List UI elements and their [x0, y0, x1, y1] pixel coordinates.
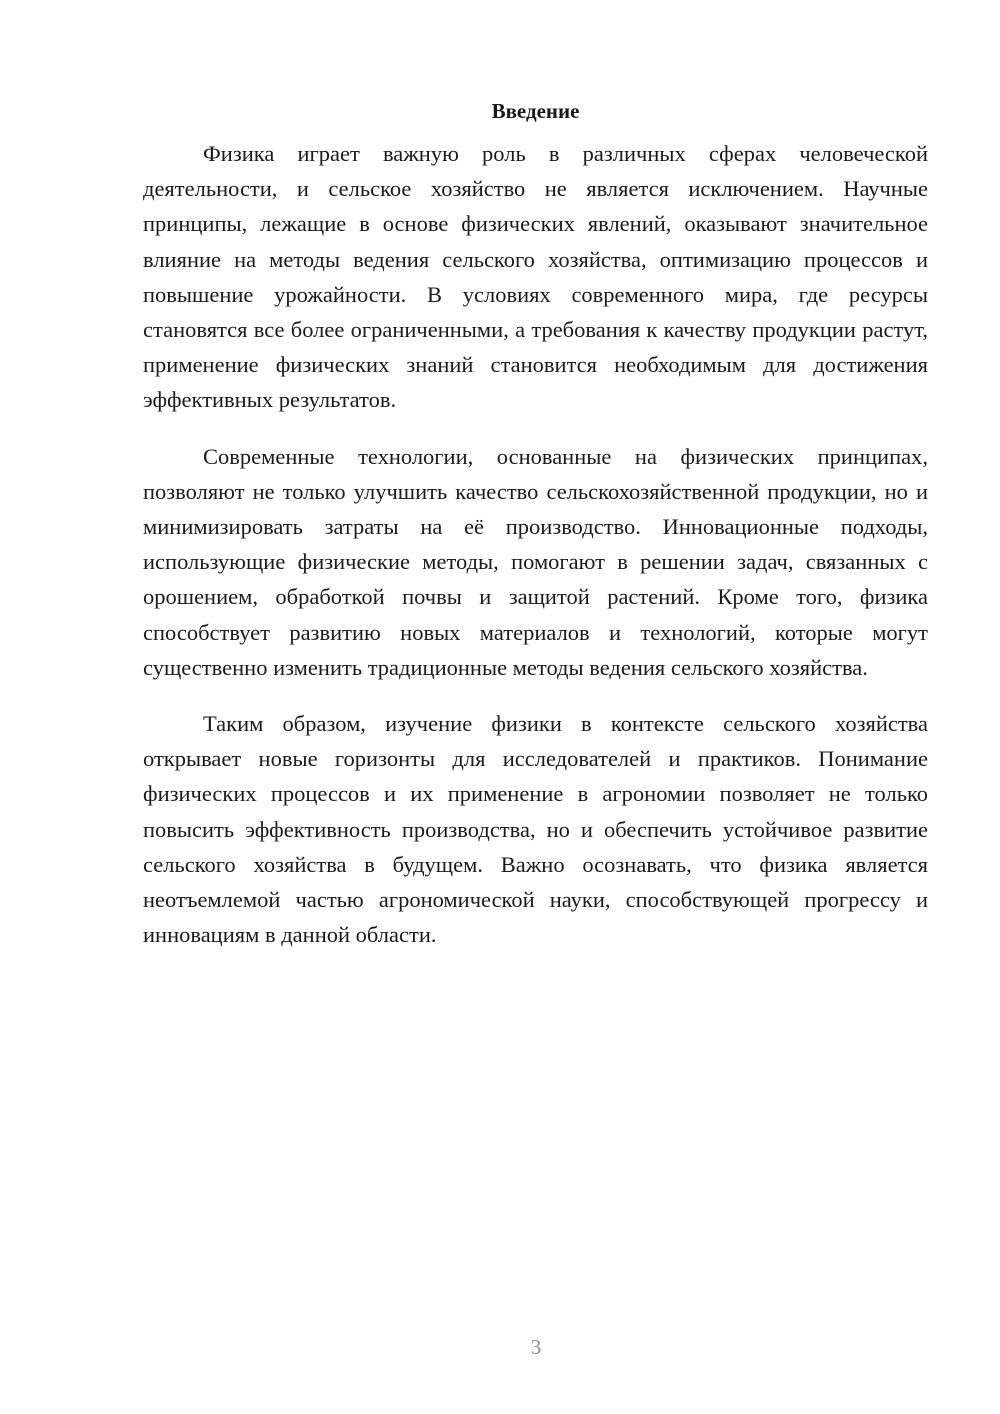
section-title: Введение	[491, 99, 580, 123]
page-number: 3	[530, 1335, 542, 1359]
paragraph-3: Таким образом, изучение физики в контексте сельского хозяйства открывает новые горизонты для исследователей и практиков. Понимание физических процессов и их применение в агрономии позволяет не только повысить эффективность производства, но и обеспечить устойчивое развитие сельского хозяйства в будущем. Важно осознавать, что физика является неотъемлемой частью агрономической науки, способствующей прогрессу и инновациям в данной области.	[143, 711, 928, 948]
paragraph-2: Современные технологии, основанные на физических принципах, позволяют не только улучшить качество сельскохозяйственной продукции, но и минимизировать затраты на её производство. Инновационные подходы, использующие физические методы, помогают в решении задач, связанных с орошением, обработкой почвы и защитой растений. Кроме того, физика способствует развитию новых материалов и технологий, которые могут существенно изменить традиционные методы ведения сельского хозяйства.	[143, 443, 928, 680]
document-body	[143, 96, 928, 973]
paragraph-1: Физика играет важную роль в различных сферах человеческой деятельности, и сельское хозяйство не является исключением. Научные принципы, лежащие в основе физических явлений, оказывают значительное влияние на методы ведения сельского хозяйства, оптимизацию процессов и повышение урожайности. В условиях современного мира, где ресурсы становятся все более ограниченными, а требования к качеству продукции растут, применение физических знаний становится необходимым для достижения эффективных результатов.	[143, 141, 928, 413]
